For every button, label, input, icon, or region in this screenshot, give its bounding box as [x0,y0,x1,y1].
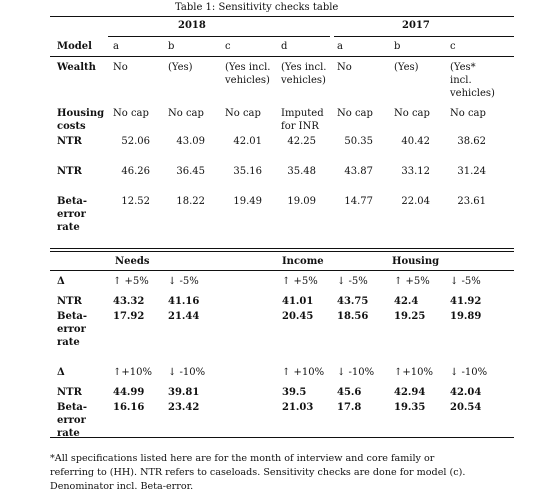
top-row-3-label-line-2: error [57,209,86,220]
wealth-col-7-line-3: vehicles) [450,88,495,99]
block-2-beta-label-line-3: rate [57,428,80,439]
model-col-3: c [225,41,231,52]
block-2-beta-5: 19.35 [394,402,426,413]
top-row-2-value-7: 31.24 [457,166,486,177]
block-1-ntr-6: 41.92 [450,296,482,307]
top-row-1-value-1: 52.06 [121,136,150,147]
block-1-beta-5: 19.25 [394,311,426,322]
wealth-col-1-line-1: No [113,62,128,73]
top-row-1-value-4: 42.25 [287,136,316,147]
block-2-ntr-1: 44.99 [113,387,145,398]
block-2-delta-3: ↑ +10% [282,367,325,378]
block-1-beta-6: 19.89 [450,311,482,322]
housing-col-1-line-1: No cap [113,108,149,119]
block-1-delta-6: ↓ -5% [450,276,481,287]
group-needs: Needs [115,256,150,267]
top-row-3-value-7: 23.61 [457,196,486,207]
block-1-beta-2: 21.44 [168,311,200,322]
block-1-ntr-5: 42.4 [394,296,419,307]
top-row-3-label-line-1: Beta- [57,196,88,207]
housing-col-5-line-1: No cap [337,108,373,119]
top-row-1-value-3: 42.01 [233,136,262,147]
group-rule [50,270,514,271]
housing-col-3-line-1: No cap [225,108,261,119]
group-income: Income [282,256,324,267]
block-2-beta-2: 23.42 [168,402,200,413]
year-2017-header: 2017 [402,20,430,31]
block-2-beta-4: 17.8 [337,402,362,413]
year-2018-underline [108,36,330,37]
year-2018-header: 2018 [178,20,206,31]
mid-rule-top [50,248,514,249]
block-2-ntr-6: 42.04 [450,387,482,398]
wealth-col-3-line-2: vehicles) [225,75,270,86]
footnote-line-3: Denominator incl. Beta-error. [50,481,194,492]
wealth-col-6-line-1: (Yes) [394,62,419,73]
block-1-delta-4: ↓ -5% [337,276,368,287]
block-2-ntr-5: 42.94 [394,387,426,398]
block-2-beta-label-line-2: error [57,415,86,426]
model-col-1: a [113,41,119,52]
housing-label-line-1: Housing [57,108,105,119]
group-housing: Housing [392,256,440,267]
model-col-2: b [168,41,175,52]
mid-rule-bottom [50,251,514,252]
block-2-delta-1: ↑+10% [113,367,152,378]
block-2-delta-5: ↑+10% [394,367,433,378]
block-1-delta-5: ↑ +5% [394,276,430,287]
block-2-beta-1: 16.16 [113,402,145,413]
block-2-delta-4: ↓ -10% [337,367,375,378]
block-1-delta-3: ↑ +5% [282,276,318,287]
housing-col-7-line-1: No cap [450,108,486,119]
block-1-ntr-label: NTR [57,296,82,307]
top-row-1-label-line-1: NTR [57,136,82,147]
top-row-3-value-4: 19.09 [287,196,316,207]
top-row-1-value-7: 38.62 [457,136,486,147]
top-row-1-value-5: 50.35 [344,136,373,147]
block-2-delta-6: ↓ -10% [450,367,488,378]
top-row-3-value-5: 14.77 [344,196,373,207]
housing-col-2-line-1: No cap [168,108,204,119]
model-col-7: c [450,41,456,52]
top-row-2-value-6: 33.12 [401,166,430,177]
block-1-beta-label-line-1: Beta- [57,311,88,322]
model-label: Model [57,41,92,52]
block-1-beta-label-line-3: rate [57,337,80,348]
housing-label-line-2: costs [57,121,86,132]
block-2-beta-label-line-1: Beta- [57,402,88,413]
table-caption: Table 1: Sensitivity checks table [175,2,339,13]
housing-col-6-line-1: No cap [394,108,430,119]
block-2-delta-label: Δ [57,367,65,378]
block-1-ntr-1: 43.32 [113,296,145,307]
housing-col-4-line-1: Imputed [281,108,324,119]
top-row-3-value-6: 22.04 [401,196,430,207]
top-row-2-value-2: 36.45 [176,166,205,177]
footnote-line-1: *All specifications listed here are for the month of interview and core family or [50,453,435,464]
wealth-col-4-line-2: vehicles) [281,75,326,86]
block-2-beta-3: 21.03 [282,402,314,413]
top-rule [50,16,514,17]
wealth-col-7-line-2: incl. [450,75,472,86]
wealth-col-7-line-1: (Yes* [450,62,476,73]
block-1-beta-label-line-2: error [57,324,86,335]
block-1-ntr-4: 43.75 [337,296,369,307]
block-2-beta-6: 20.54 [450,402,482,413]
block-2-ntr-3: 39.5 [282,387,307,398]
block-2-ntr-2: 39.81 [168,387,200,398]
model-col-4: d [281,41,288,52]
top-row-2-value-5: 43.87 [344,166,373,177]
block-1-ntr-3: 41.01 [282,296,314,307]
bottom-rule [50,437,514,438]
model-rule [50,56,514,57]
top-row-3-label-line-3: rate [57,222,80,233]
block-1-delta-label: Δ [57,276,65,287]
top-row-1-value-2: 43.09 [176,136,205,147]
top-row-2-value-4: 35.48 [287,166,316,177]
top-row-3-value-3: 19.49 [233,196,262,207]
top-row-2-value-1: 46.26 [121,166,150,177]
block-1-delta-1: ↑ +5% [113,276,149,287]
wealth-col-4-line-1: (Yes incl. [281,62,327,73]
model-col-6: b [394,41,401,52]
block-1-delta-2: ↓ -5% [168,276,199,287]
block-1-ntr-2: 41.16 [168,296,200,307]
top-row-3-value-2: 18.22 [176,196,205,207]
wealth-label: Wealth [57,62,96,73]
model-col-5: a [337,41,343,52]
top-row-2-value-3: 35.16 [233,166,262,177]
top-row-1-value-6: 40.42 [401,136,430,147]
block-2-ntr-4: 45.6 [337,387,362,398]
wealth-col-3-line-1: (Yes incl. [225,62,271,73]
block-1-beta-3: 20.45 [282,311,314,322]
footnote-line-2: referring to (HH). NTR refers to caseloads. Sensitivity checks are done for model (c). [50,467,466,478]
block-1-beta-1: 17.92 [113,311,145,322]
top-row-2-label-line-1: NTR [57,166,82,177]
top-row-3-value-1: 12.52 [121,196,150,207]
year-2017-underline [334,36,514,37]
block-2-delta-2: ↓ -10% [168,367,206,378]
housing-col-4-line-2: for INR [281,121,319,132]
block-2-ntr-label: NTR [57,387,82,398]
block-1-beta-4: 18.56 [337,311,369,322]
wealth-col-2-line-1: (Yes) [168,62,193,73]
wealth-col-5-line-1: No [337,62,352,73]
